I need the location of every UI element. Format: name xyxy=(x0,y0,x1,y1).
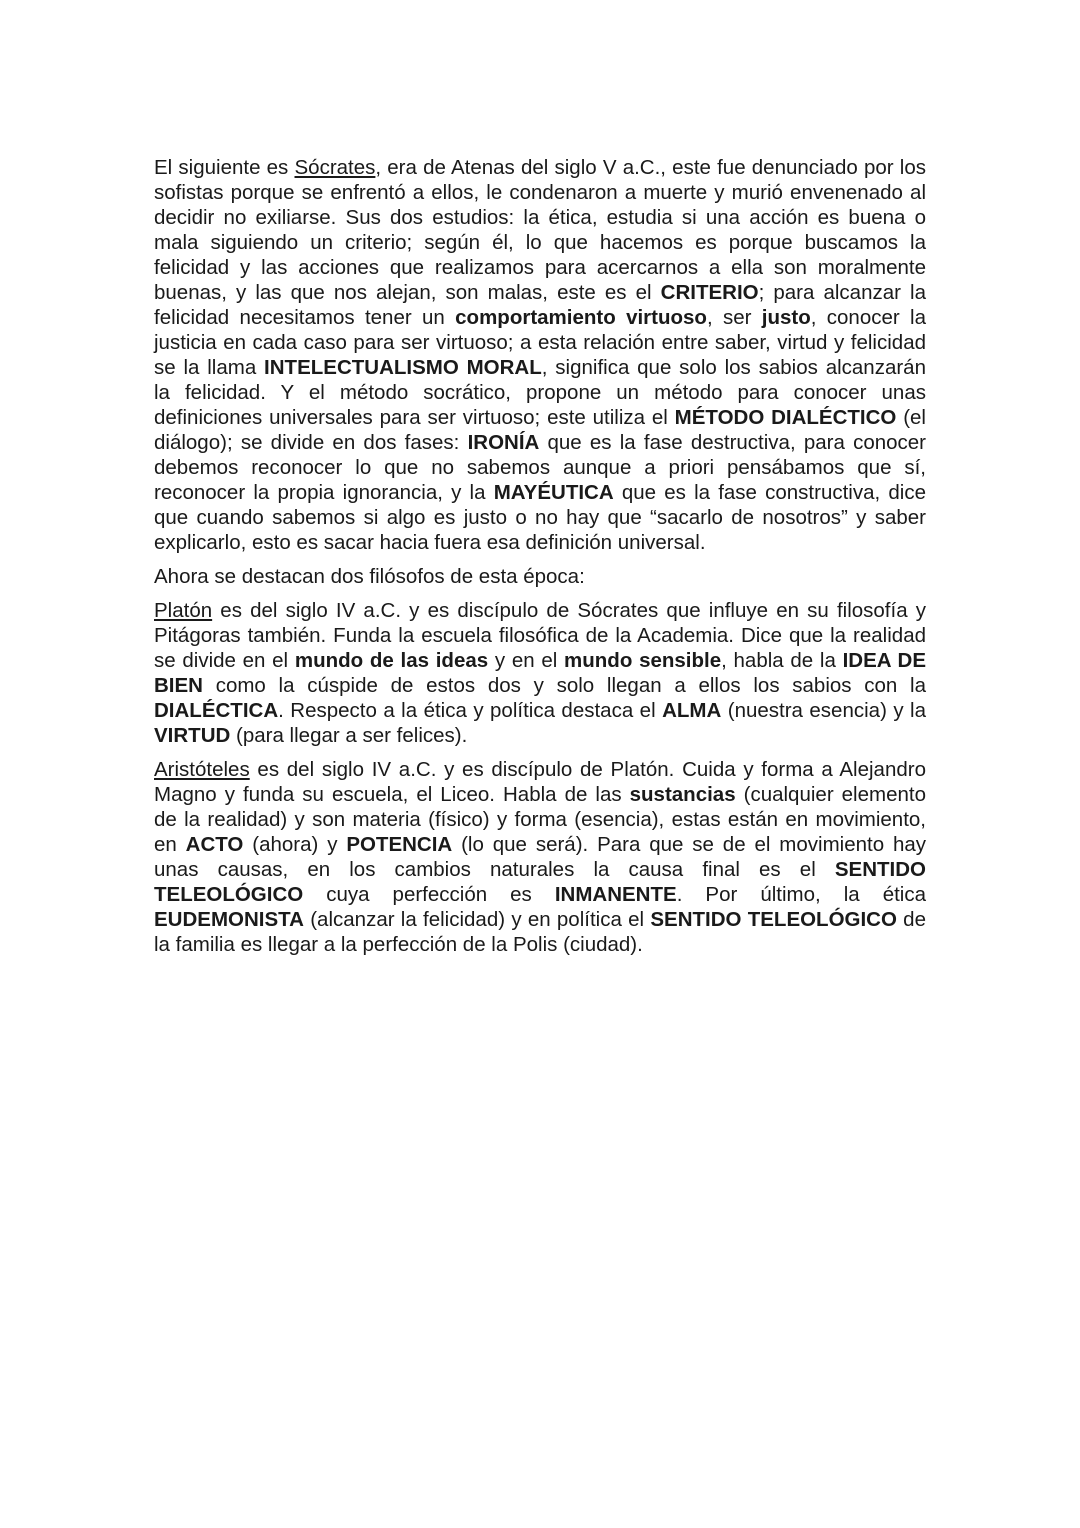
text-run: es del siglo IV a.C. y es discípulo de Platón. Cuida y forma a Alejandro Magno y funda su escuela, el Liceo. Habla de las xyxy=(154,758,926,806)
text-run: , habla de la xyxy=(721,649,843,672)
underlined-name: Sócrates xyxy=(294,156,376,179)
text-run: , era de Atenas del siglo V a.C., este fue denunciado por los sofistas porque se enfrentó a ellos, le condenaron a muerte y murió envenenado al decidir no exiliarse. Sus dos estudios: la ética, estudia si una acción es buena o mala siguiendo un criterio; según él, lo que hacemos es porque buscamos la felicidad y las acciones que realizamos para acercarnos a ella son moralmente buenas, y las que nos alejan, son malas, este es el xyxy=(154,156,926,304)
bold-term: IDEA DE BIEN xyxy=(154,649,927,697)
text-run: , conocer la justicia en cada caso para ser virtuoso; a esta relación entre saber, virtud y felicidad se la llama xyxy=(154,306,926,379)
text-run: , significa que solo los sabios alcanzarán la felicidad. Y el método socrático, propone un método para conocer unas definiciones universales para ser virtuoso; este utiliza el xyxy=(154,356,926,429)
text-run: de la familia es llegar a la perfección de la Polis (ciudad). xyxy=(154,908,926,956)
underlined-name: Platón xyxy=(154,599,213,622)
text-run: (nuestra esencia) y la xyxy=(721,699,926,722)
text-run: que es la fase constructiva, dice que cuando sabemos si algo es justo o no hay que “sacarlo de nosotros” y saber explicarlo, esto es sacar hacia fuera esa definición universal. xyxy=(154,481,926,554)
document-page xyxy=(154,155,926,966)
paragraph-aristoteles xyxy=(154,757,926,957)
bold-term: POTENCIA xyxy=(346,833,453,856)
text-run: que es la fase destructiva, para conocer debemos reconocer lo que no sabemos aunque a priori pensábamos que sí, reconocer la propia ignorancia, y la xyxy=(154,431,926,504)
bold-term: MAYÉUTICA xyxy=(493,481,614,504)
bold-term: ALMA xyxy=(662,699,722,722)
bold-term: INTELECTUALISMO MORAL xyxy=(264,356,542,379)
bold-term: SENTIDO TELEOLÓGICO xyxy=(650,908,897,931)
bold-term: VIRTUD xyxy=(154,724,231,747)
paragraph-intro xyxy=(154,564,926,589)
text-run: . Por último, la ética xyxy=(676,883,926,906)
bold-term: CRITERIO xyxy=(660,281,759,304)
text-run: (lo que será). Para que se de el movimiento hay unas causas, en los cambios naturales la causa final es el xyxy=(154,833,927,881)
text-run: (alcanzar la felicidad) y en política el xyxy=(303,908,651,931)
text-run: (para llegar a ser felices). xyxy=(230,724,468,747)
text-run: (ahora) y xyxy=(243,833,347,856)
text-run: (el diálogo); se divide en dos fases: xyxy=(154,406,926,454)
text-run: (cualquier elemento de la realidad) y son materia (físico) y forma (esencia), estas están en movimiento, en xyxy=(154,783,926,856)
text-run: . Respecto a la ética y política destaca el xyxy=(278,699,663,722)
text-run: cuya perfección es xyxy=(303,883,555,906)
underlined-name: Aristóteles xyxy=(154,758,250,781)
bold-term: ACTO xyxy=(185,833,244,856)
text-run: ; para alcanzar la felicidad necesitamos tener un xyxy=(154,281,926,329)
bold-term: IRONÍA xyxy=(467,431,540,454)
text-run: y en el xyxy=(488,649,565,672)
bold-term: comportamiento virtuoso xyxy=(455,306,707,329)
text-run: El siguiente es xyxy=(154,156,295,179)
bold-term: sustancias xyxy=(629,783,736,806)
bold-term: mundo sensible xyxy=(564,649,722,672)
text-run: , ser xyxy=(706,306,762,329)
bold-term: INMANENTE xyxy=(554,883,677,906)
bold-term: MÉTODO DIALÉCTICO xyxy=(674,406,897,429)
text-run: Ahora se destacan dos filósofos de esta época: xyxy=(154,565,585,588)
bold-term: justo xyxy=(761,306,811,329)
paragraph-socrates xyxy=(154,155,926,555)
paragraph-platon xyxy=(154,598,926,748)
bold-term: EUDEMONISTA xyxy=(154,908,304,931)
text-run: como la cúspide de estos dos y solo llegan a ellos los sabios con la xyxy=(202,674,926,697)
bold-term: SENTIDO TELEOLÓGICO xyxy=(154,858,926,906)
bold-term: mundo de las ideas xyxy=(294,649,489,672)
text-run: es del siglo IV a.C. y es discípulo de Sócrates que influye en su filosofía y Pitágoras también. Funda la escuela filosófica de la Academia. Dice que la realidad se divide en el xyxy=(154,599,926,672)
bold-term: DIALÉCTICA xyxy=(154,699,279,722)
